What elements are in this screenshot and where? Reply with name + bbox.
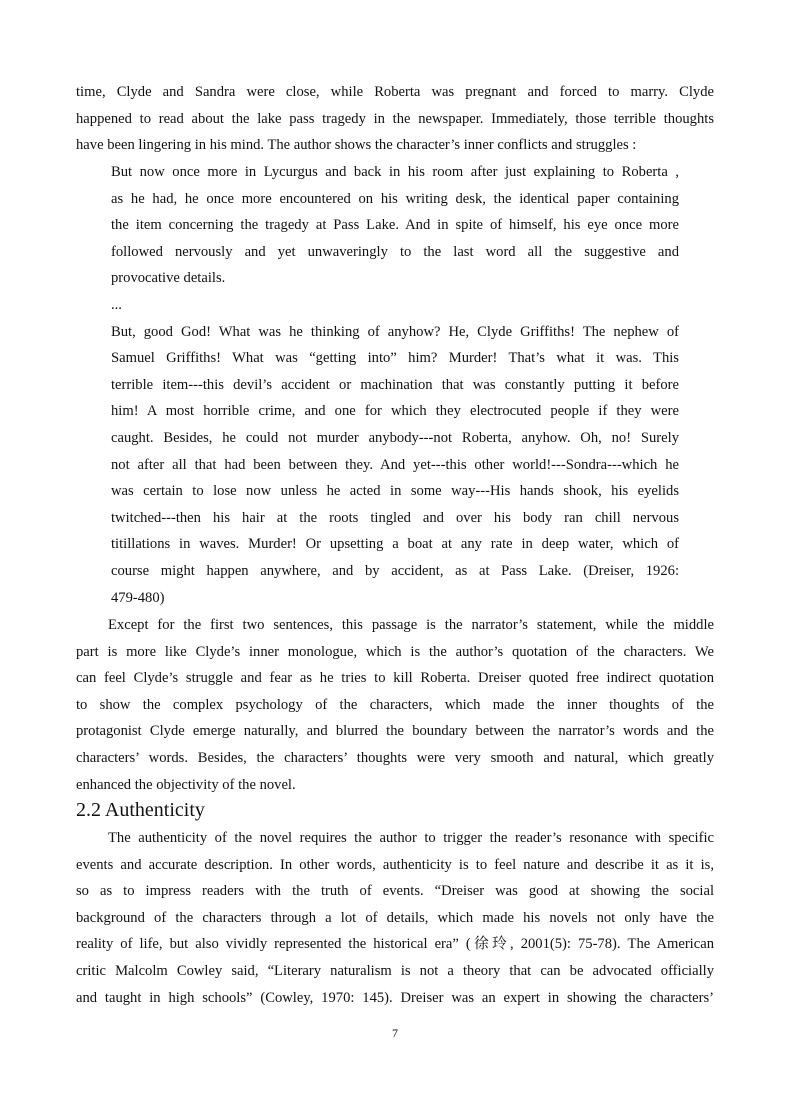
block-quote <box>111 159 679 611</box>
quote-citation: 479-480) <box>111 589 165 606</box>
section-heading: 2.2 Authenticity <box>76 799 205 821</box>
text-line: enhanced the objectivity of the novel. <box>76 776 296 793</box>
quote-line: followed nervously and yet unwaveringly to the last word all the suggestive and <box>111 243 679 260</box>
text-line: can feel Clyde’s struggle and fear as he tries to kill Roberta. Dreiser quoted free indirect quotation <box>76 670 714 687</box>
text-line: part is more like Clyde’s inner monologue, which is the author’s quotation of the characters. We <box>76 643 714 660</box>
text-line: and taught in high schools” (Cowley, 1970: 145). Dreiser was an expert in showing the characters’ <box>76 989 714 1006</box>
text-line: characters’ words. Besides, the characters’ thoughts were very smooth and natural, which greatly <box>76 749 714 766</box>
quote-line: was certain to lose now unless he acted in some way---His hands shook, his eyelids <box>111 483 679 500</box>
text-line: time, Clyde and Sandra were close, while Roberta was pregnant and forced to marry. Clyde <box>76 84 714 100</box>
quote-line: course might happen anywhere, and by accident, as at Pass Lake. (Dreiser, 1926: <box>111 562 679 579</box>
paragraph-authenticity <box>76 825 714 1011</box>
text-line: have been lingering in his mind. The author shows the character’s inner conflicts and struggles : <box>76 137 637 154</box>
text-line: to show the complex psychology of the characters, which made the inner thoughts of the <box>76 696 714 713</box>
page-number: 7 <box>392 1026 398 1040</box>
text-line: protagonist Clyde emerge naturally, and blurred the boundary between the narrator’s words and the <box>76 723 714 740</box>
text-line: happened to read about the lake pass tragedy in the newspaper. Immediately, those terrible thoughts <box>76 110 714 127</box>
quote-line: terrible item---this devil’s accident or machination that was constantly putting it before <box>111 376 679 393</box>
quote-line: But now once more in Lycurgus and back in his room after just explaining to Roberta , <box>111 164 679 180</box>
text-line: The authenticity of the novel requires the author to trigger the reader’s resonance with specific <box>108 830 714 846</box>
text-line: reality of life, but also vividly represented the historical era” (徐玲, 2001(5): 75-78). The American <box>76 936 714 953</box>
quote-line: caught. Besides, he could not murder anybody---not Roberta, anyhow. Oh, no! Surely <box>111 429 679 446</box>
paragraph-analysis <box>76 612 714 798</box>
text-line: critic Malcolm Cowley said, “Literary naturalism is not a theory that can be advocated officially <box>76 962 714 979</box>
quote-line: the item concerning the tragedy at Pass Lake. And in spite of himself, his eye once more <box>111 217 679 234</box>
quote-line: not after all that had been between they. And yet---this other world!---Sondra---which he <box>111 456 679 473</box>
quote-line: him! A most horrible crime, and one for which they electrocuted people if they were <box>111 403 679 420</box>
text-line: events and accurate description. In other words, authenticity is to feel nature and describe it as it is, <box>76 856 714 873</box>
paragraph-intro <box>76 79 714 159</box>
quote-line: But, good God! What was he thinking of anyhow? He, Clyde Griffiths! The nephew of <box>111 323 679 340</box>
quote-line: as he had, he once more encountered on his writing desk, the identical paper containing <box>111 190 679 207</box>
quote-line: twitched---then his hair at the roots tingled and over his body ran chill nervous <box>111 509 679 526</box>
quote-line: provocative details. <box>111 270 226 287</box>
quote-ellipsis: ... <box>111 296 122 313</box>
text-line: so as to impress readers with the truth of events. “Dreiser was good at showing the social <box>76 883 714 900</box>
quote-line: titillations in waves. Murder! Or upsetting a boat at any rate in deep water, which of <box>111 536 679 553</box>
quote-line: Samuel Griffiths! What was “getting into” him? Murder! That’s what it was. This <box>111 350 679 367</box>
text-line: Except for the first two sentences, this passage is the narrator’s statement, while the middle <box>108 617 714 633</box>
text-line: background of the characters through a lot of details, which made his novels not only have the <box>76 909 714 926</box>
